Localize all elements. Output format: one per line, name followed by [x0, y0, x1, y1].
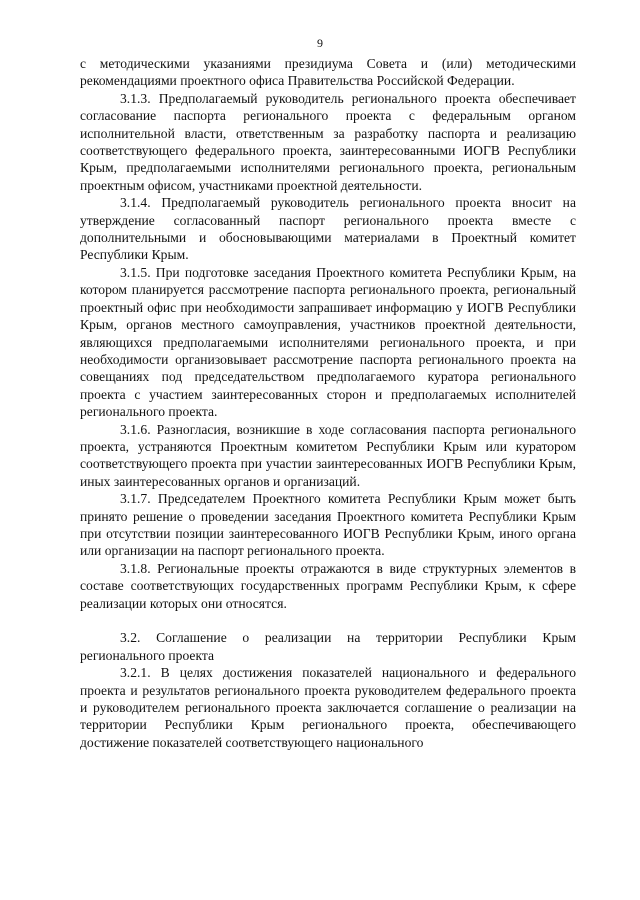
paragraph-3-1-6: 3.1.6. Разногласия, возникшие в ходе согласования паспорта регионального проекта, устраняются Проектным комитетом Республики Крым или куратором соответствующего проекта при участии заинтересованных ИОГВ Республики Крым, иных заинтересованных органов и организаций. [80, 421, 576, 489]
paragraph-3-1-3: 3.1.3. Предполагаемый руководитель регионального проекта обеспечивает согласование паспорта регионального проекта с федеральным органом исполнительной власти, ответственным за разработку паспорта и реализацию соответствующего федерального проекта, заинтересованными ИОГВ Республики Крым, предполагаемыми исполнителями регионального проекта, региональным проектным офисом, участниками проектной деятельности. [80, 90, 576, 193]
paragraph-3-2-1: 3.2.1. В целях достижения показателей национального и федерального проекта и результатов регионального проекта руководителем федерального проекта и руководителем регионального проекта заключается соглашение о реализации на территории Республики Крым регионального проекта, обеспечивающего достижение показателей соответствующего национального [80, 665, 576, 750]
paragraph-3-1-7: 3.1.7. Председателем Проектного комитета Республики Крым может быть принято решение о проведении заседания Проектного комитета Республики Крым при отсутствии позиции заинтересованного ИОГВ Республики Крым, иного органа или организации на паспорт регионального проекта. [80, 491, 576, 559]
paragraph-3-1-5: 3.1.5. При подготовке заседания Проектного комитета Республики Крым, на котором планируется рассмотрение паспорта регионального проекта, региональный проектный офис при необходимости запрашивает информацию у ИОГВ Республики Крым, органов местного самоуправления, участников проектной деятельности, являющихся предполагаемыми исполнителями регионального проекта, и при необходимости организовывает рассмотрение паспорта регионального проекта на совещаниях под председательством предполагаемого куратора регионального проекта с участием заинтересованных сторон и предполагаемых исполнителей регионального проекта. [80, 264, 576, 420]
document-body [80, 55, 576, 751]
paragraph-continuation: с методическими указаниями президиума Совета и (или) методическими рекомендациями проектного офиса Правительства Российской Федерации. [80, 56, 576, 89]
page-number: 9 [317, 36, 323, 50]
section-heading-3-2: 3.2. Соглашение о реализации на территории Республики Крым регионального проекта [80, 630, 576, 663]
paragraph-3-1-4: 3.1.4. Предполагаемый руководитель регионального проекта вносит на утверждение согласованный паспорт регионального проекта вместе с дополнительными и обосновывающими материалами в Проектный комитет Республики Крым. [80, 195, 576, 263]
paragraph-3-1-8: 3.1.8. Региональные проекты отражаются в виде структурных элементов в составе соответствующих государственных программ Республики Крым, к сфере реализации которых они относятся. [80, 560, 576, 611]
